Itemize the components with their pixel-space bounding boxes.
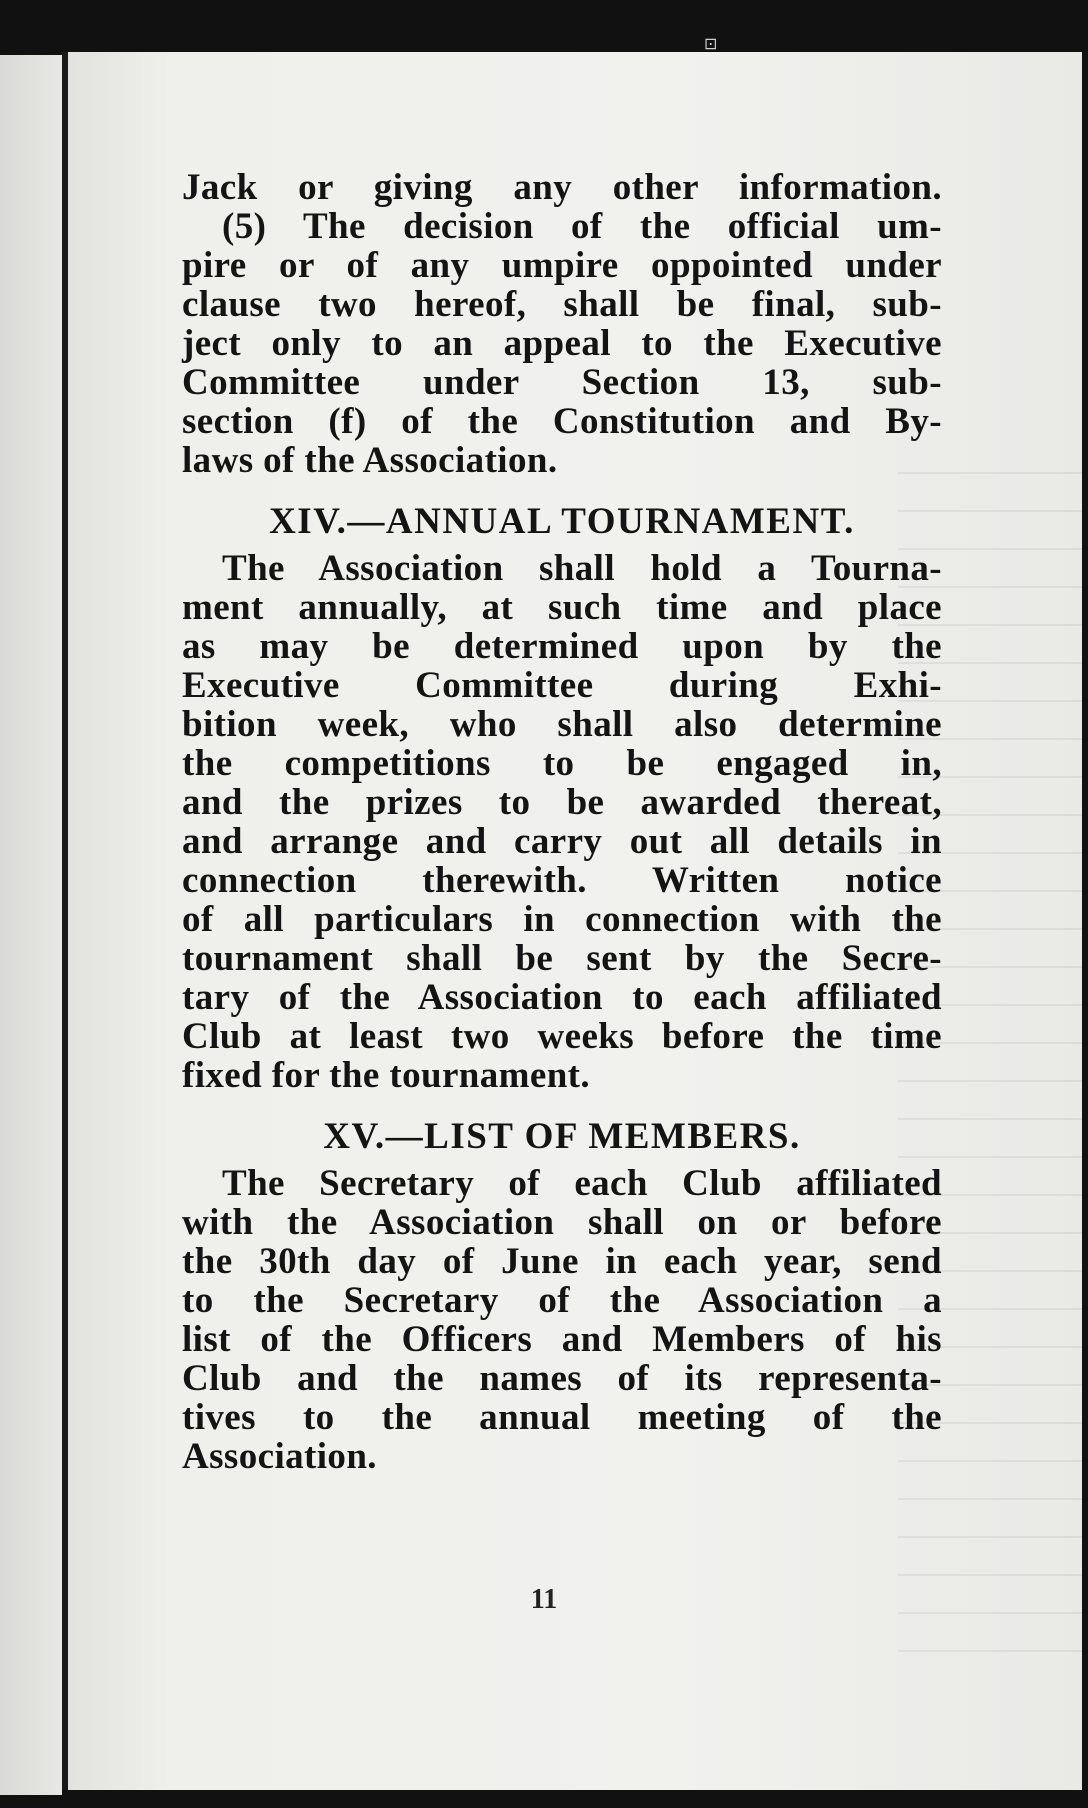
- text-line: Committee under Section 13, sub-: [182, 362, 942, 403]
- text-line: The Secretary of each Club affiliated: [222, 1163, 942, 1204]
- text-line: and the prizes to be awarded thereat,: [182, 782, 942, 823]
- text-line: to the Secretary of the Association a: [182, 1280, 942, 1321]
- text-line: section (f) of the Constitution and By-: [182, 401, 942, 442]
- text-line: tives to the annual meeting of the: [182, 1397, 942, 1438]
- text-line: the competitions to be engaged in,: [182, 743, 942, 784]
- section-heading-annual-tournament: XIV.—ANNUAL TOURNAMENT.: [269, 501, 855, 542]
- text-line: connection therewith. Written notice: [182, 860, 942, 901]
- text-line: tary of the Association to each affiliated: [182, 977, 942, 1018]
- text-line: bition week, who shall also determine: [182, 704, 942, 745]
- text-line: Jack or giving any other information.: [182, 167, 942, 208]
- text-line: laws of the Association.: [182, 440, 558, 481]
- text-line: fixed for the tournament.: [182, 1055, 591, 1096]
- text-line: The Association shall hold a Tourna-: [222, 548, 942, 589]
- text-line: of all particulars in connection with the: [182, 899, 942, 940]
- text-line: and arrange and carry out all details in: [182, 821, 942, 862]
- text-line: ject only to an appeal to the Executive: [182, 323, 942, 364]
- text-line: pire or of any umpire oppointed under: [182, 245, 942, 286]
- text-line: Club at least two weeks before the time: [182, 1016, 942, 1057]
- text-line: Club and the names of its representa-: [182, 1358, 942, 1399]
- text-line: (5) The decision of the official um-: [222, 206, 942, 247]
- text-line: as may be determined upon by the: [182, 626, 942, 667]
- text-line: with the Association shall on or before: [182, 1202, 942, 1243]
- text-line: Association.: [182, 1436, 377, 1477]
- section-heading-list-of-members: XV.—LIST OF MEMBERS.: [323, 1116, 801, 1157]
- left-margin-strip: [0, 55, 62, 1795]
- text-line: clause two hereof, shall be final, sub-: [182, 284, 942, 325]
- body-text: [182, 168, 942, 1476]
- text-line: the 30th day of June in each year, send: [182, 1241, 942, 1282]
- text-line: Executive Committee during Exhi-: [182, 665, 942, 706]
- text-line: tournament shall be sent by the Secre-: [182, 938, 942, 979]
- text-line: ment annually, at such time and place: [182, 587, 942, 628]
- text-line: list of the Officers and Members of his: [182, 1319, 942, 1360]
- page-number: 11: [530, 1584, 558, 1615]
- scan-mark-icon: ⊡: [704, 34, 718, 53]
